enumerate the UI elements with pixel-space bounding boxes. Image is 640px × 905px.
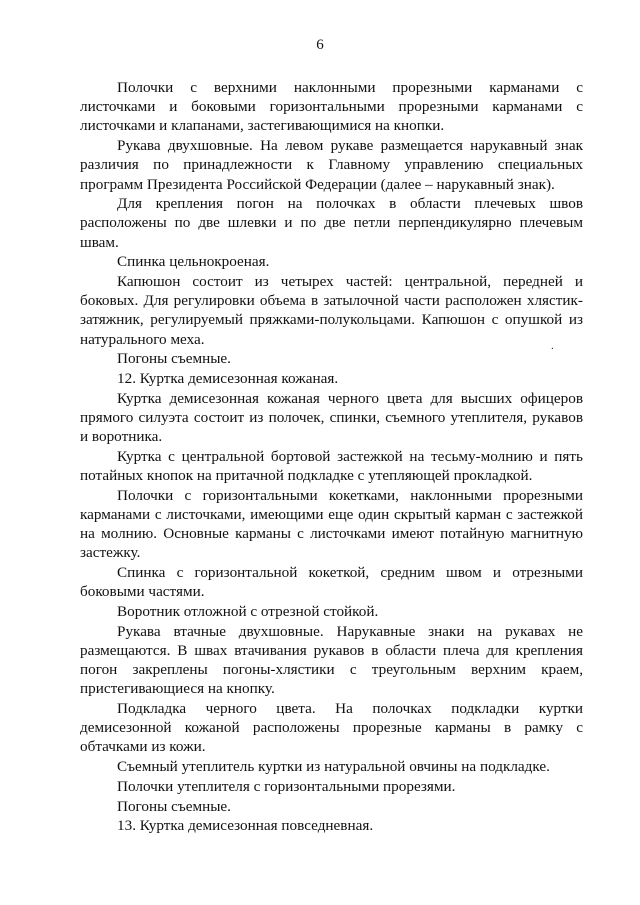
paragraph-insulation-shelves: Полочки утеплителя с горизонтальными прорезями. [117,777,456,795]
paragraph-removable-insulation: Съемный утеплитель куртки из натуральной овчины на подкладке. [117,758,550,776]
body-text [80,78,583,835]
paragraph-leather-jacket-description: Куртка демисезонная кожаная черного цвета для высших офицеров прямого силуэта состоит из полочек, спинки, съемного утеплителя, рукавов и воротника. [80,389,583,446]
paragraph-sleeves-insignia: Рукава двухшовные. На левом рукаве размещается нарукавный знак различия по принадлежности к Главному управлению специальных программ Президента Российской Федерации (далее – нарукавный знак). [80,137,583,193]
paragraph-hood: Капюшон состоит из четырех частей: центральной, передней и боковых. Для регулировки объема в затылочной части расположен хлястик-затяжник, регулируемый пряжками-полукольцами. Капюшон с опушкой из натурального меха. [80,273,583,348]
stray-mark: . [551,340,554,352]
paragraph-collar: Воротник отложной с отрезной стойкой. [117,602,379,620]
paragraph-shoulder-straps-loops: Для крепления погон на полочках в области плечевых швов расположены по две шлевки и по две петли перпендикулярно плечевым швам. [80,195,583,251]
paragraph-back-yoke: Спинка с горизонтальной кокеткой, средним швом и отрезными боковыми частями. [80,564,583,601]
paragraph-center-fastening: Куртка с центральной бортовой застежкой на тесьму-молнию и пять потайных кнопок на притачной подкладке с утепляющей прокладкой. [80,447,583,485]
paragraph-back: Спинка цельнокроеная. [117,253,270,271]
page-number: 6 [316,37,324,53]
paragraph-set-in-sleeves: Рукава втачные двухшовные. Нарукавные знаки на рукавах не размещаются. В швах втачивания рукавов в области плеча для крепления погон закреплены погоны-хлястики с треугольным верхним краем, пристегивающиеся на кнопку. [80,622,583,698]
paragraph-removable-straps: Погоны съемные. [117,350,231,368]
paragraph-shelves-pockets: Полочки с верхними наклонными прорезными карманами с листочками и боковыми горизонтальными прорезными карманами с листочками и клапанами, застегивающимися на кнопки. [80,79,583,135]
section-heading-12: 12. Куртка демисезонная кожаная. [117,370,339,388]
paragraph-lining: Подкладка черного цвета. На полочках подкладки куртки демисезонной кожаной расположены прорезные карманы в рамку с обтачками из кожи. [80,700,583,756]
paragraph-shelves-yokes: Полочки с горизонтальными кокетками, наклонными прорезными карманами с листочками, имеющими еще один скрытый карман с застежкой на молнию. Основные карманы с листочками имеют потайную магнитную застежку. [80,486,583,562]
section-heading-13: 13. Куртка демисезонная повседневная. [117,817,374,835]
paragraph-removable-straps-2: Погоны съемные. [117,797,231,815]
